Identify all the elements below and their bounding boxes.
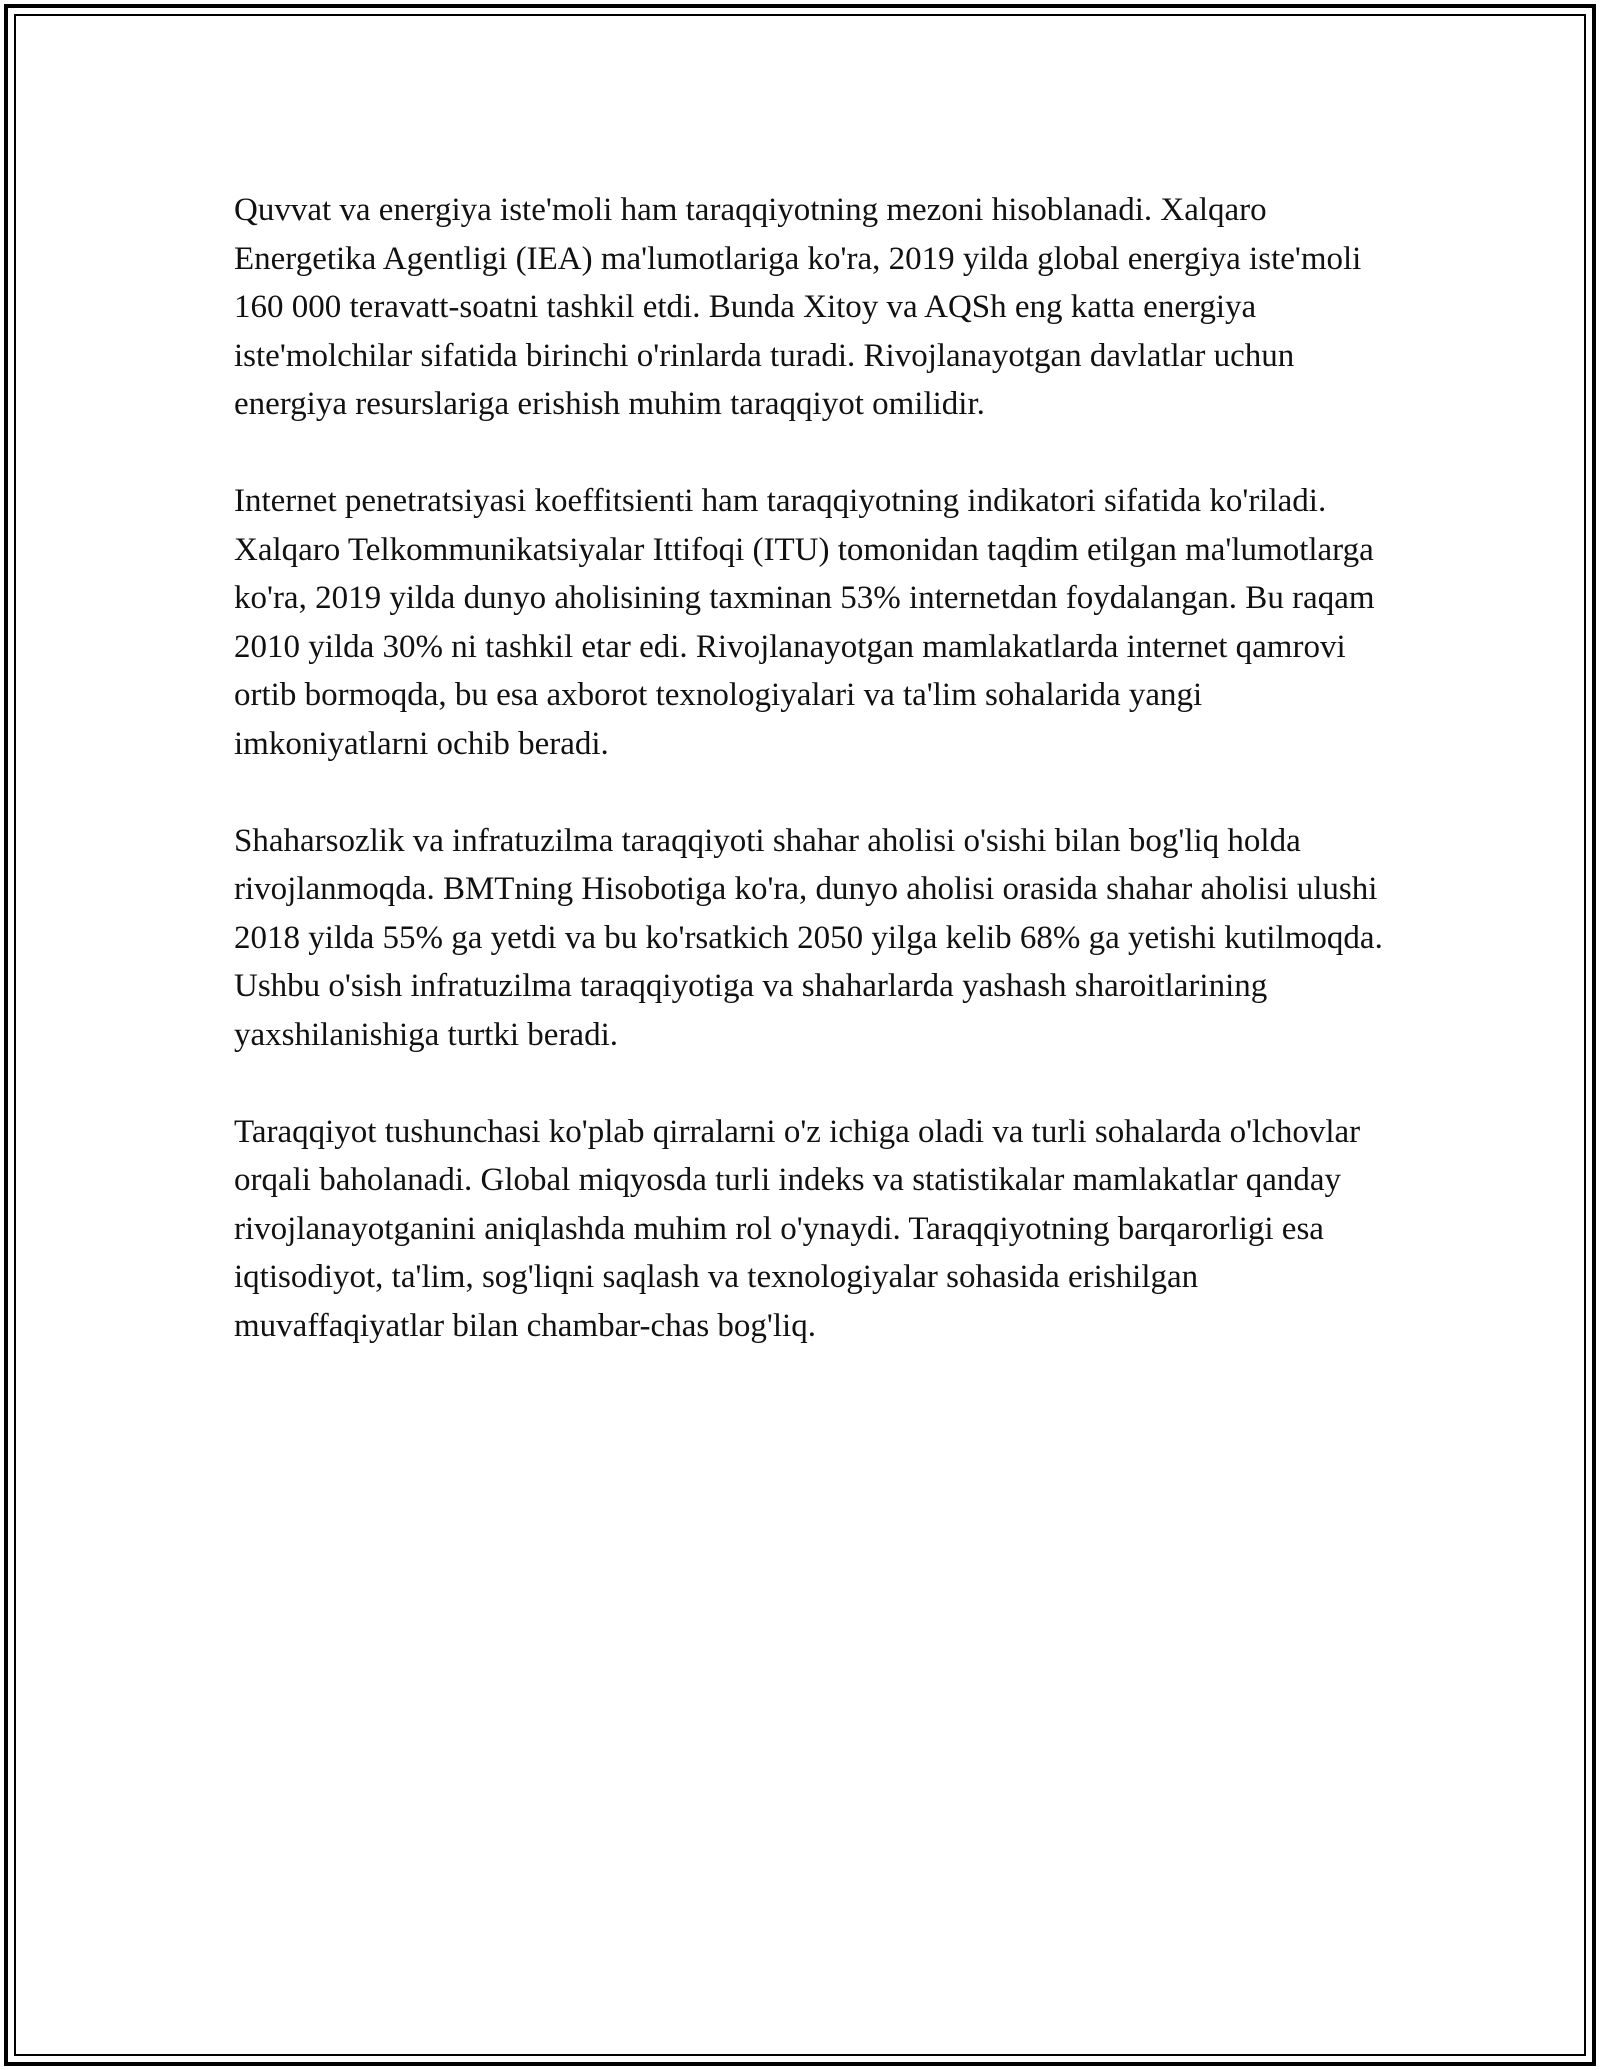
- document-body: [234, 186, 1384, 1399]
- paragraph-internet: Internet penetratsiyasi koeffitsienti ham taraqqiyotning indikatori sifatida ko'riladi. Xalqaro Telkommunikatsiyalar Ittifoqi (ITU) tomonidan taqdim etilgan ma'lumotlarga ko'ra, 2019 yilda dunyo aholisining taxminan 53% internetdan foydalangan. Bu raqam 2010 yilda 30% ni tashkil etar edi. Rivojlanayotgan mamlakatlarda internet qamrovi ortib bormoqda, bu esa axborot texnologiyalari va ta'lim sohalarida yangi imkoniyatlarni ochib beradi.: [234, 483, 1375, 762]
- paragraph-energy: Quvvat va energiya iste'moli ham taraqqiyotning mezoni hisoblanadi. Xalqaro Energetika Agentligi (IEA) ma'lumotlariga ko'ra, 2019 yilda global energiya iste'moli 160 000 teravatt-soatni tashkil etdi. Bunda Xitoy va AQSh eng katta energiya iste'molchilar sifatida birinchi o'rinlarda turadi. Rivojlanayotgan davlatlar uchun energiya resurslariga erishish muhim taraqqiyot omilidir.: [234, 192, 1362, 422]
- paragraph-urbanization: Shaharsozlik va infratuzilma taraqqiyoti shahar aholisi o'sishi bilan bog'liq holda rivojlanmoqda. BMTning Hisobotiga ko'ra, dunyo aholisi orasida shahar aholisi ulushi 2018 yilda 55% ga yetdi va bu ko'rsatkich 2050 yilga kelib 68% ga yetishi kutilmoqda. Ushbu o'sish infratuzilma taraqqiyotiga va shaharlarda yashash sharoitlarining yaxshilanishiga turtki beradi.: [234, 822, 1383, 1053]
- paragraph-conclusion: Taraqqiyot tushunchasi ko'plab qirralarni o'z ichiga oladi va turli sohalarda o'lchovlar orqali baholanadi. Global miqyosda turli indeks va statistikalar mamlakatlar qanday rivojlanayotganini aniqlashda muhim rol o'ynaydi. Taraqqiyotning barqarorligi esa iqtisodiyot, ta'lim, sog'liqni saqlash va texnologiyalar sohasida erishilgan muvaffaqiyatlar bilan chambar-chas bog'liq.: [234, 1113, 1361, 1344]
